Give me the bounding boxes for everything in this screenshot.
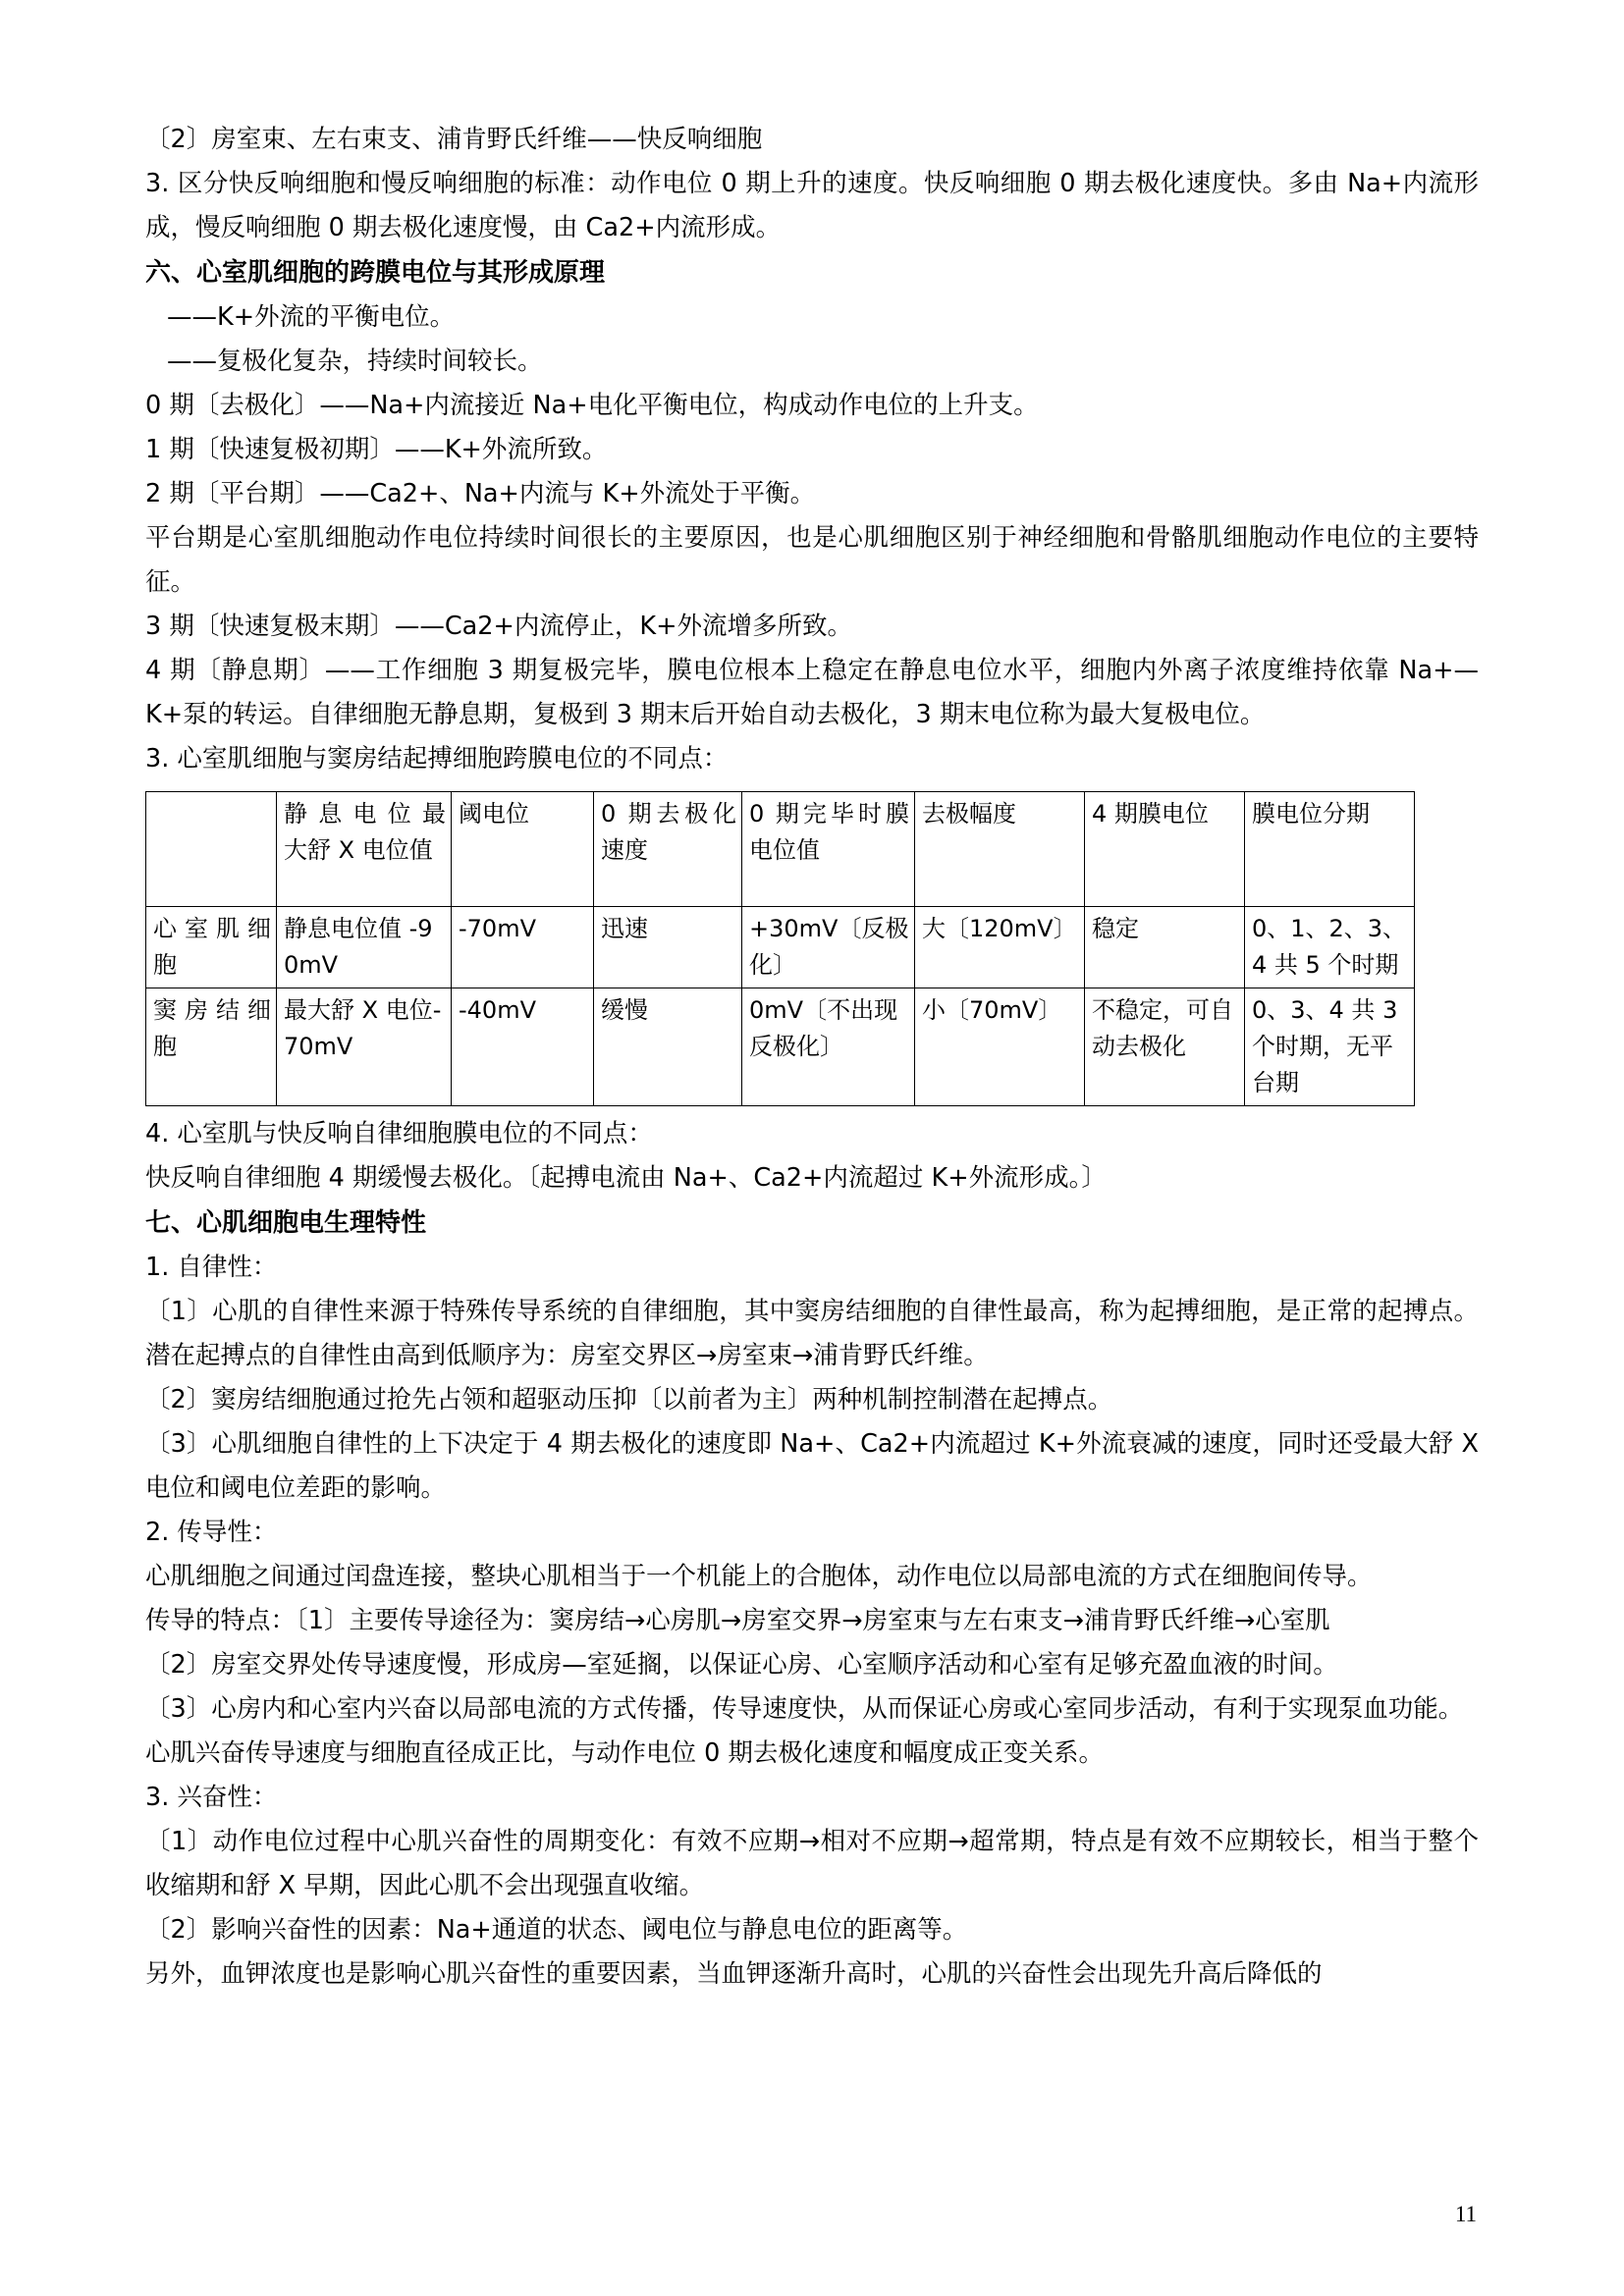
section-seven-item-10: 3. 兴奋性： — [145, 1783, 278, 1812]
table-header-cell-threshold-potential: 阈电位 — [452, 792, 594, 907]
section-six-para-5: 平台期是心室肌细胞动作电位持续时间很长的主要原因，也是心肌细胞区别于神经细胞和骨骼肌细胞动作电位的主要特征。 — [145, 523, 1479, 597]
table-cell-phase0-speed: 缓慢 — [594, 988, 742, 1106]
table-row — [146, 988, 1415, 1106]
table-header-cell-depolarization-amplitude: 去极幅度 — [915, 792, 1085, 907]
table-cell-potential-phases: 0、1、2、3、4 共 5 个时期 — [1245, 907, 1415, 988]
section-seven-item-2: 〔2〕窦房结细胞通过抢先占领和超驱动压抑〔以前者为主〕两种机制控制潜在起搏点。 — [145, 1385, 1113, 1415]
table-header-cell-resting-potential: 静 息 电 位 最大舒 X 电位值 — [277, 792, 452, 907]
section-seven-item-11: 〔1〕动作电位过程中心肌兴奋性的周期变化：有效不应期→相对不应期→超常期，特点是有效不应期较长，相当于整个收缩期和舒 X 早期，因此心肌不会出现强直收缩。 — [145, 1827, 1479, 1900]
table-row-label-ventricular-myocyte: 心 室 肌 细 胞 — [146, 907, 277, 988]
section-seven-item-5: 心肌细胞之间通过闰盘连接，整块心肌相当于一个机能上的合胞体，动作电位以局部电流的方式在细胞间传导。 — [145, 1562, 1373, 1591]
section-seven-item-3: 〔3〕心肌细胞自律性的上下决定于 4 期去极化的速度即 Na+、Ca2+内流超过 K+外流衰减的速度，同时还受最大舒 X 电位和阈电位差距的影响。 — [145, 1429, 1479, 1503]
table-cell-resting-potential: 静息电位值 -90mV — [277, 907, 452, 988]
section-six-para-3: 1 期〔快速复极初期〕——K+外流所致。 — [145, 435, 608, 464]
table-cell-phase4-potential: 稳定 — [1085, 907, 1245, 988]
section-seven-item-9: 心肌兴奋传导速度与细胞直径成正比，与动作电位 0 期去极化速度和幅度成正变关系。 — [145, 1738, 1104, 1768]
section-six-para-8: 3. 心室肌细胞与窦房结起搏细胞跨膜电位的不同点： — [145, 744, 729, 774]
comparison-table — [145, 791, 1415, 1106]
table-cell-phase0-end-potential: 0mV〔不出现反极化〕 — [742, 988, 915, 1106]
table-cell-depolarization-amplitude: 小〔70mV〕 — [915, 988, 1085, 1106]
paragraph-intro-2: 〔2〕房室束、左右束支、浦肯野氏纤维——快反响细胞 — [145, 125, 763, 154]
table-cell-phase0-speed: 迅速 — [594, 907, 742, 988]
table-row — [146, 907, 1415, 988]
table-header-cell-phase4-potential: 4 期膜电位 — [1085, 792, 1245, 907]
section-six-para-2: 0 期〔去极化〕——Na+内流接近 Na+电化平衡电位，构成动作电位的上升支。 — [145, 391, 1039, 420]
section-seven-item-4: 2. 传导性： — [145, 1518, 278, 1547]
table-header-cell-blank — [146, 792, 277, 907]
table-header-cell-potential-phases: 膜电位分期 — [1245, 792, 1415, 907]
table-header-cell-phase0-end-potential: 0 期完毕时膜电位值 — [742, 792, 915, 907]
table-cell-threshold-potential: -70mV — [452, 907, 594, 988]
paragraph-intro-3: 3. 区分快反响细胞和慢反响细胞的标准：动作电位 0 期上升的速度。快反响细胞 0 期去极化速度快。多由 Na+内流形成，慢反响细胞 0 期去极化速度慢，由 Ca2+内流形成。 — [145, 169, 1479, 242]
table-header-row — [146, 792, 1415, 907]
section-heading-six: 六、心室肌细胞的跨膜电位与其形成原理 — [145, 258, 606, 288]
section-seven-item-1: 〔1〕心肌的自律性来源于特殊传导系统的自律细胞，其中窦房结细胞的自律性最高，称为起搏细胞，是正常的起搏点。潜在起搏点的自律性由高到低顺序为：房室交界区→房室束→浦肯野氏纤维。 — [145, 1297, 1479, 1370]
section-seven-item-6: 传导的特点：〔1〕主要传导途径为：窦房结→心房肌→房室交界→房室束与左右束支→浦肯野氏纤维→心室肌 — [145, 1606, 1330, 1635]
section-six-para-0: ——K+外流的平衡电位。 — [167, 302, 456, 332]
section-six-para-7: 4 期〔静息期〕——工作细胞 3 期复极完毕，膜电位根本上稳定在静息电位水平，细胞内外离子浓度维持依靠 Na+—K+泵的转运。自律细胞无静息期，复极到 3 期末后开始自动去极化，3 期末电位称为最大复极电位。 — [145, 656, 1479, 729]
section-six-after-table-1: 快反响自律细胞 4 期缓慢去极化。〔起搏电流由 Na+、Ca2+内流超过 K+外流形成。〕 — [145, 1163, 1107, 1193]
section-seven-item-0: 1. 自律性： — [145, 1253, 278, 1282]
section-six-para-4: 2 期〔平台期〕——Ca2+、Na+内流与 K+外流处于平衡。 — [145, 479, 816, 508]
section-seven-item-13: 另外，血钾浓度也是影响心肌兴奋性的重要因素，当血钾逐渐升高时，心肌的兴奋性会出现先升高后降低的 — [145, 1959, 1323, 1989]
section-seven-item-8: 〔3〕心房内和心室内兴奋以局部电流的方式传播，传导速度快，从而保证心房或心室同步活动，有利于实现泵血功能。 — [145, 1694, 1464, 1724]
section-seven-item-7: 〔2〕房室交界处传导速度慢，形成房—室延搁，以保证心房、心室顺序活动和心室有足够充盈血液的时间。 — [145, 1650, 1338, 1680]
table-cell-phase0-end-potential: +30mV〔反极化〕 — [742, 907, 915, 988]
table-cell-phase4-potential: 不稳定，可自动去极化 — [1085, 988, 1245, 1106]
table-cell-threshold-potential: -40mV — [452, 988, 594, 1106]
table-cell-resting-potential: 最大舒 X 电位-70mV — [277, 988, 452, 1106]
table-cell-depolarization-amplitude: 大〔120mV〕 — [915, 907, 1085, 988]
table-row-label-sinoatrial-node-cell: 窦 房 结 细 胞 — [146, 988, 277, 1106]
section-six-para-6: 3 期〔快速复极末期〕——Ca2+内流停止，K+外流增多所致。 — [145, 612, 852, 641]
section-six-para-1: ——复极化复杂，持续时间较长。 — [167, 347, 543, 376]
section-six-after-table-0: 4. 心室肌与快反响自律细胞膜电位的不同点： — [145, 1119, 653, 1148]
section-heading-seven: 七、心肌细胞电生理特性 — [145, 1208, 427, 1238]
table-header-cell-phase0-speed: 0 期去极化速度 — [594, 792, 742, 907]
page-number: 11 — [1454, 2202, 1477, 2226]
section-seven-item-12: 〔2〕影响兴奋性的因素：Na+通道的状态、阈电位与静息电位的距离等。 — [145, 1915, 968, 1945]
table-cell-potential-phases: 0、3、4 共 3 个时期，无平台期 — [1245, 988, 1415, 1106]
